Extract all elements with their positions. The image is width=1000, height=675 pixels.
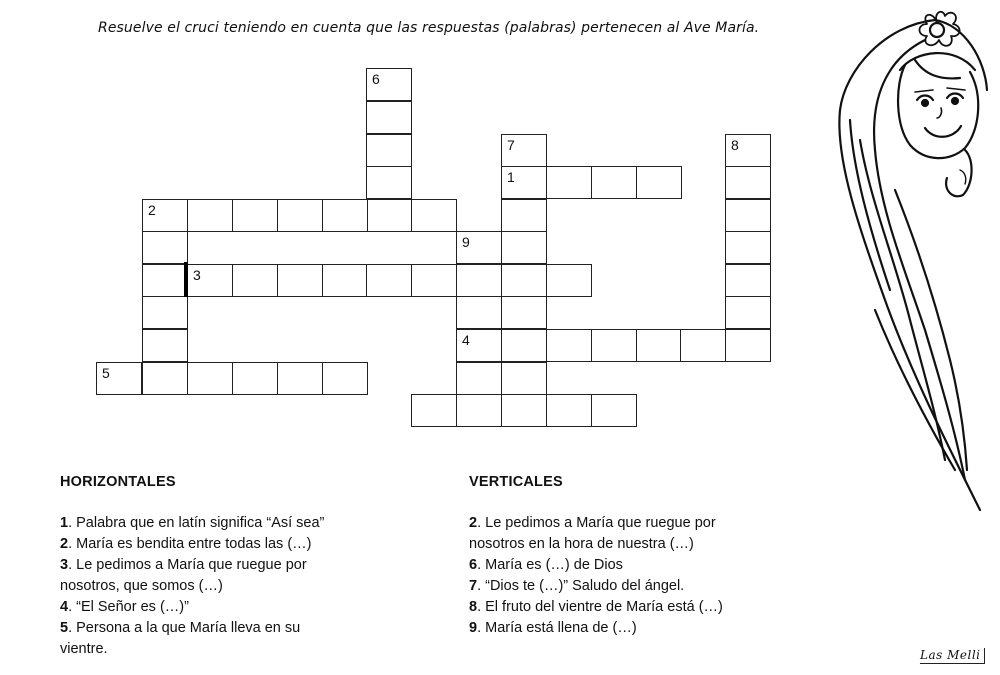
crossword-cell[interactable] — [366, 68, 412, 101]
horizontales-heading: HORIZONTALES — [60, 474, 176, 490]
word-3-start-bar — [184, 262, 188, 297]
crossword-cell[interactable] — [546, 394, 592, 427]
crossword-cell[interactable] — [591, 329, 637, 362]
crossword-cell[interactable] — [456, 394, 502, 427]
horizontal-clue-3: 3. Le pedimos a María que ruegue por — [60, 557, 307, 573]
crossword-cell[interactable] — [501, 199, 547, 232]
crossword-cell[interactable] — [142, 231, 188, 264]
crossword-cell[interactable] — [680, 329, 726, 362]
clue-number-label: 5 — [102, 365, 110, 381]
crossword-cell[interactable] — [546, 329, 592, 362]
crossword-cell[interactable] — [322, 362, 368, 395]
vertical-clue-6: 6. María es (…) de Dios — [469, 557, 623, 573]
crossword-cell[interactable] — [591, 394, 637, 427]
crossword-cell[interactable] — [366, 264, 412, 297]
crossword-cell[interactable] — [277, 264, 323, 297]
horizontal-clue-5: 5. Persona a la que María lleva en su — [60, 620, 301, 636]
horizontal-clue-5-cont: vientre. — [60, 641, 108, 657]
crossword-cell[interactable] — [501, 296, 547, 329]
clue-number-label: 9 — [462, 234, 470, 250]
clue-number-label: 4 — [462, 332, 470, 348]
crossword-cell[interactable] — [232, 362, 278, 395]
vertical-clue-8: 8. El fruto del vientre de María está (…) — [469, 599, 723, 615]
horizontal-clue-2: 2. María es bendita entre todas las (…) — [60, 536, 312, 552]
vertical-clue-9: 9. María está llena de (…) — [469, 620, 637, 636]
crossword-cell[interactable] — [501, 134, 547, 167]
crossword-cell[interactable] — [277, 362, 323, 395]
clue-number-label: 7 — [507, 137, 515, 153]
instructions-text: Resuelve el cruci teniendo en cuenta que las respuestas (palabras) pertenecen al Ave María. — [98, 20, 760, 36]
crossword-cell[interactable] — [142, 362, 188, 395]
vertical-clue-2-cont: nosotros en la hora de nuestra (…) — [469, 536, 694, 552]
crossword-cell[interactable] — [232, 264, 278, 297]
crossword-cell[interactable] — [142, 264, 188, 297]
crossword-cell[interactable] — [501, 166, 547, 199]
crossword-cell[interactable] — [96, 362, 142, 395]
crossword-cell[interactable] — [366, 134, 412, 167]
horizontales-clue-list — [60, 513, 324, 660]
verticales-clue-list — [469, 513, 723, 639]
crossword-cell[interactable] — [187, 264, 233, 297]
crossword-cell[interactable] — [456, 296, 502, 329]
crossword-cell[interactable] — [366, 166, 412, 199]
crossword-cell[interactable] — [725, 264, 771, 297]
crossword-cell[interactable] — [232, 199, 278, 232]
vertical-clue-2: 2. Le pedimos a María que ruegue por — [469, 515, 716, 531]
crossword-cell[interactable] — [725, 166, 771, 199]
clue-number-label: 1 — [507, 169, 515, 185]
crossword-cell[interactable] — [501, 329, 547, 362]
crossword-cell[interactable] — [501, 264, 547, 297]
crossword-cell[interactable] — [501, 362, 547, 395]
crossword-cell[interactable] — [501, 394, 547, 427]
crossword-cell[interactable] — [546, 264, 592, 297]
crossword-cell[interactable] — [187, 362, 233, 395]
crossword-cell[interactable] — [725, 231, 771, 264]
crossword-cell[interactable] — [411, 199, 457, 232]
crossword-cell[interactable] — [725, 296, 771, 329]
crossword-cell[interactable] — [456, 264, 502, 297]
crossword-cell[interactable] — [142, 199, 188, 232]
virgin-mary-illustration — [815, 0, 1000, 520]
horizontal-clue-4: 4. “El Señor es (…)” — [60, 599, 189, 615]
crossword-cell[interactable] — [636, 166, 682, 199]
crossword-cell[interactable] — [411, 264, 457, 297]
crossword-cell[interactable] — [456, 231, 502, 264]
clue-number-label: 6 — [372, 71, 380, 87]
clue-number-label: 8 — [731, 137, 739, 153]
crossword-cell[interactable] — [725, 199, 771, 232]
crossword-cell[interactable] — [725, 329, 771, 362]
crossword-cell[interactable] — [366, 199, 412, 232]
crossword-cell[interactable] — [322, 264, 368, 297]
crossword-cell[interactable] — [411, 394, 457, 427]
crossword-cell[interactable] — [277, 199, 323, 232]
crossword-cell[interactable] — [725, 134, 771, 167]
horizontal-clue-3-cont: nosotros, que somos (…) — [60, 578, 223, 594]
crossword-cell[interactable] — [636, 329, 682, 362]
crossword-cell[interactable] — [142, 296, 188, 329]
crossword-cell[interactable] — [546, 166, 592, 199]
verticales-heading: VERTICALES — [469, 474, 563, 490]
crossword-cell[interactable] — [456, 362, 502, 395]
clue-number-label: 2 — [148, 202, 156, 218]
vertical-clue-7: 7. “Dios te (…)” Saludo del ángel. — [469, 578, 685, 594]
horizontal-clue-1: 1. Palabra que en latín significa “Así sea” — [60, 515, 325, 531]
crossword-cell[interactable] — [456, 329, 502, 362]
crossword-cell[interactable] — [591, 166, 637, 199]
crossword-cell[interactable] — [142, 329, 188, 362]
clue-number-label: 3 — [193, 267, 201, 283]
crossword-cell[interactable] — [501, 231, 547, 264]
crossword-cell[interactable] — [366, 101, 412, 134]
crossword-cell[interactable] — [187, 199, 233, 232]
crossword-cell[interactable] — [322, 199, 368, 232]
signature-las-melli: Las Melli — [920, 648, 985, 664]
